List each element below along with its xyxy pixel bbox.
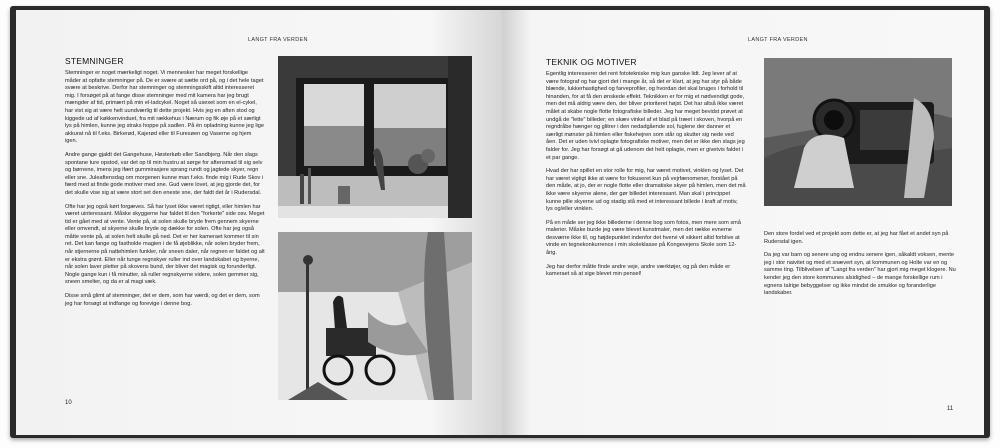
open-book <box>10 6 990 438</box>
left-running-header: LANGT FRA VERDEN <box>248 37 308 43</box>
left-page <box>16 10 502 435</box>
right-running-header: LANGT FRA VERDEN <box>748 37 808 43</box>
kitchen-window-photo <box>278 56 472 218</box>
left-text-column <box>65 70 265 314</box>
cargo-bike-shadow-photo <box>278 232 472 400</box>
right-page <box>502 10 984 435</box>
left-page-number: 10 <box>65 400 72 406</box>
right-side-text-column <box>764 231 959 304</box>
right-paragraph: På en måde ser jeg ikke billederne i denne bog som fotos, men mere som små malerier. Måske burde jeg være blevet kunstmaler, men det række evnerne desværre ikke til, og højdepunktet indenfor det hvervi vil sikkert altid forblive at vinde en tegnekonkurrence i min skoleklasse på Kongevejens Skole som 12-årig. <box>546 219 741 257</box>
right-paragraph: Jeg har derfor måtte finde andre veje, andre værktøjer, og på den måde er kameraet så at sige blevet min pensel! <box>546 263 731 278</box>
left-heading: STEMNINGER <box>65 56 124 66</box>
right-text-column <box>546 71 746 285</box>
left-paragraph: Stemninger er noget mærkeligt noget. Vi mennesker har meget forskellige måder at opfatte stemninger på. De er svære at sætte ord på, og i det hele taget svære at beskrive. Derfor har stemninger og stemningsskift altid interesseret mig. I forsøget på at fange disse stemninger med mit kamera har jeg brugt mængder af tid, primært på min el-ladcykel. Noget så usexet som en el-cykel, har vist sig at være helt uundværlig til dette projekt. Hvis jeg en aften stod og kiggede ud af køkkenvinduet, fra mit rækkehus i Nærum og fik øje på et særligt lys på himlen, kunne jeg straks hoppe på sadlen. På én opladning kunne jeg lige akkurat nå til f.eks. Birkerød, Kajerød eller til Furesøen og Vaserne og hjem igen. <box>65 70 265 145</box>
right-page-number: 11 <box>947 406 954 412</box>
right-paragraph: Hvad der har spillet en stor rolle for mig, har været motivet, vinklen og lyset. Det har været vigtigt ikke at være for fokuseret kun på vejrfænomener, forstået på den måde, at jo, der er nogle flotte eller dramatiske skyer på himlen, men det må ikke være skyerne alene, der gør billedet interessant. Man skal i princippet kunne pille skyerne ud og stadig stå med et interessant billede i kraft af motiv, lys og/eller vinklen. <box>546 168 746 213</box>
right-side-paragraph: Den store fordel ved et projekt som dette er, at jeg har fået et andet syn på Rudersdal igen. <box>764 231 949 245</box>
left-paragraph: Ofte har jeg også kørt forgæves. Så har lyset ikke været rigtigt, eller himlen har været uinteressant. Måske skyggerne har faldet til den "forkerte" side osv. Meget tid er gået med at vente. Vente på, at solen skulle bryde frem gennem skyerne eller omvendt, at skyerne skulle bryde og dække for solen. Ofte har jeg også måtte vente på, at solen helt skulle gå ned. Det er her kameraet kommer til sin ret. Det kan fange og fastholde magien i de få øjeblikke, når solen bryder frem, når stjernerne på nattehimlen funkler, når sneen daler, når regnen er faldet og alt er ekstra grønt. Eller når tunge regnskyer ruller ind over landskabet og byerne, når solen laver pletter på skovens bund, der bliver det magisk og forunderligt. Nogle gange kun i få minutter, så ruller regnskyerne videre, solen gemmer sig, sneen smelter, og da er al magi væk. <box>65 203 265 286</box>
right-paragraph: Egentlig interesserer det rent fototekniske mig kun ganske lidt. Jeg lever af at være fotograf og har gjort det i mange år, så det er klart, at jeg har styr på både blænde, lukkerhastighed og farveprofiler, og hvordan det skal bruges i forhold til hinanden, for at få den ønskede effekt. Teknikken er for mig et nødvendigt gode, men det må aldrig være den, der bliver prioriteret højst. Det har altså ikke været målet at skabe nogle flotte fotografiske billeder. Jeg har meget bevidst prøvet at undgå de "lette" billeder; en skæv vinkel af et blad på træet i skoven, hvorpå en regndråbe hænger og glitrer i den nedadgående sol, fuglene der danner et særligt mønster på himlen eller fiskehejren som står og skutter sig nede ved åen. Det er uden tvivl oplagte fotografiske motiver, men det er ikke den slags jeg falder for. Jeg har forsøgt at gå udenom det helt oplagte, men er givetvis faldet i et par gange. <box>546 71 745 161</box>
right-side-paragraph: Da jeg var barn og senere ung og endnu senere igen, såkaldt voksen, mente jeg i stor naivitet og med et snævert syn, at kommunen og Holte var en og samme ting. Tilblivelsen af "Langt fra verden" har gjort mig meget klogere. Nu kender jeg den store kommunes alsidighed – de mange forskellige rum i egnens talrige bebyggelser og ikke mindst de smukke og foranderlige landskaber. <box>764 252 956 297</box>
camera-in-hand-photo <box>764 58 952 206</box>
left-paragraph: Disse små glimt af stemninger, det er dem, som har værdi, og det er dem, som jeg har forsøgt at indfange og forevige i denne bog. <box>65 293 260 307</box>
left-paragraph: Andre gange gjaldt det Gangehuse, Høsterkøb eller Sandbjerg. Når den slags spontane ture opstod, var det op til min hustru at sørge for aftensmad til sig selv og børnene, imens jeg ifært gummirasjere sprang rundt og jagtede skyer, regn eller sne. Juleaftensdag om morgenen kunne man f.eks. finde mig i Rude Skov i færd med at finde gode motiver med sne. Gud være lovet, at jeg gjorde det, for det skulle vise sig at være stort set den eneste sne, der faldt det år i Rudersdal. <box>65 151 264 196</box>
right-heading: TEKNIK OG MOTIVER <box>546 57 637 67</box>
